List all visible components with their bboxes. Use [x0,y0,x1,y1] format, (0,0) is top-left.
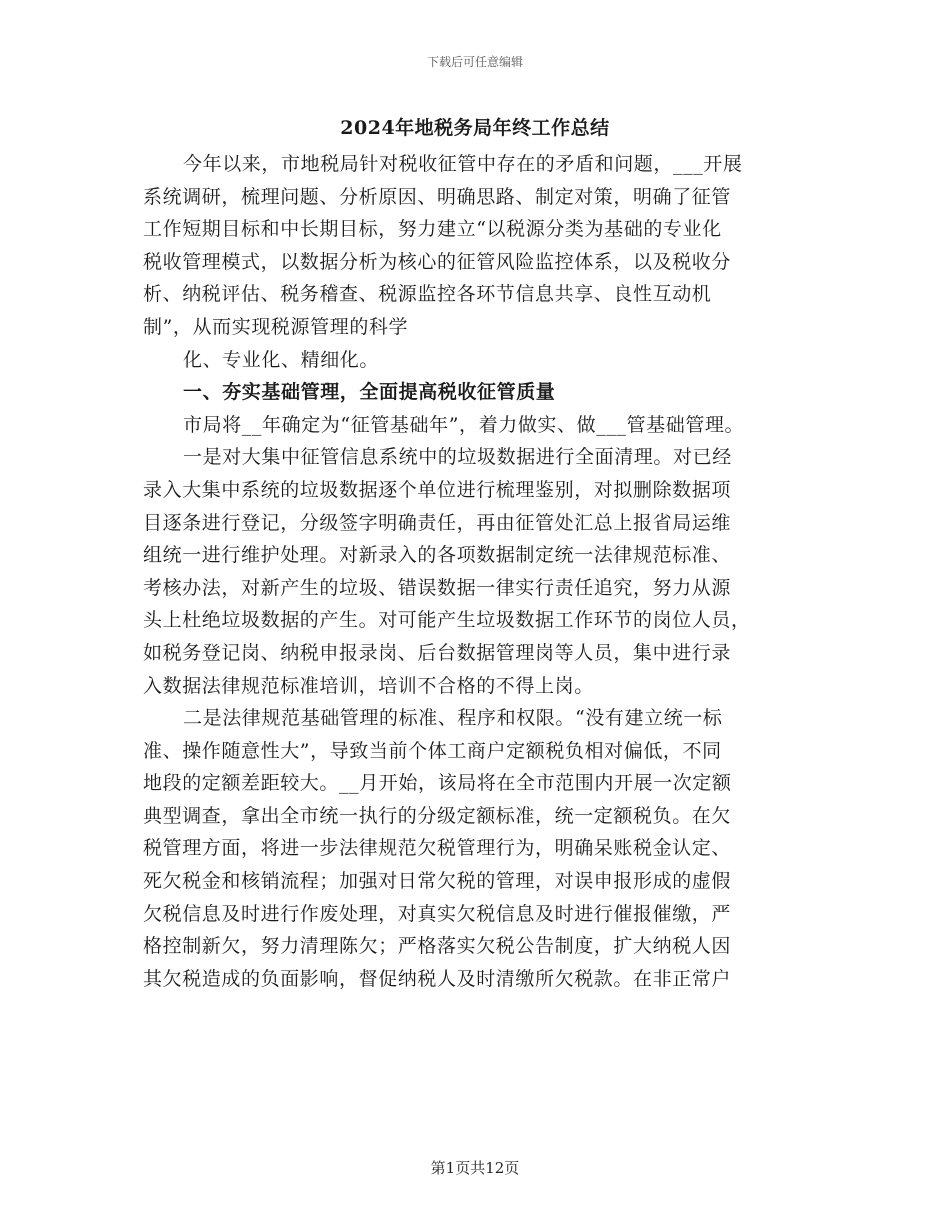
body-line-13: 组统一进行维护处理。对新录入的各项数据制定统一法律规范标准、 [143,544,732,567]
body-line-6: 制”，从而实现税源管理的科学 [143,315,409,338]
body-line-3: 工作短期目标和中长期目标，努力建立“以税源分类为基础的专业化 [143,218,722,241]
body-line-20: 地段的定额差距较大。__月开始，该局将在全市范围内开展一次定额 [143,772,732,795]
body-line-21: 典型调查，拿出全市统一执行的分级定额标准，统一定额税负。在欠 [143,804,732,827]
body-line-24: 欠税信息及时进行作废处理，对真实欠税信息及时进行催报催缴，严 [143,902,732,925]
body-line-26: 其欠税造成的负面影响，督促纳税人及时清缴所欠税款。在非正常户 [143,967,732,990]
section-heading-1: 一、夯实基础管理，全面提高税收征管质量 [183,381,556,404]
document-title: 2024年地税务局年终工作总结 [340,117,610,139]
body-line-25: 格控制新欠，努力清理陈欠；严格落实欠税公告制度，扩大纳税人因 [143,935,732,958]
body-line-9: 市局将__年确定为“征管基础年”，着力做实、做___管基础管理。 [183,413,745,436]
body-line-2: 系统调研，梳理问题、分析原因、明确思路、制定对策，明确了征管 [143,185,732,208]
body-line-23: 死欠税金和核销流程；加强对日常欠税的管理，对误申报形成的虚假 [143,870,732,893]
body-line-16: 如税务登记岗、纳税申报录岗、后台数据管理岗等人员，集中进行录 [143,641,732,664]
page-number-footer: 第1页共12页 [430,1159,520,1177]
body-line-1: 今年以来，市地税局针对税收征管中存在的矛盾和问题，___开展 [183,153,743,175]
body-line-7: 化、专业化、精细化。 [183,348,380,371]
body-line-5: 析、纳税评估、税务稽查、税源监控各环节信息共享、良性互动机 [143,283,712,306]
body-line-19: 准、操作随意性大”，导致当前个体工商户定额税负相对偏低，不同 [143,739,722,762]
body-line-12: 目逐条进行登记，分级签字明确责任，再由征管处汇总上报省局运维 [143,511,732,534]
body-line-14: 考核办法，对新产生的垃圾、错误数据一律实行责任追究，努力从源 [143,576,732,599]
page-header-note: 下载后可任意编辑 [426,55,523,69]
body-line-17: 入数据法律规范标准培训，培训不合格的不得上岗。 [143,674,594,697]
body-line-22: 税管理方面，将进一步法律规范欠税管理行为，明确呆账税金认定、 [143,837,732,860]
body-line-15: 头上杜绝垃圾数据的产生。对可能产生垃圾数据工作环节的岗位人员， [143,609,751,632]
body-line-10: 一是对大集中征管信息系统中的垃圾数据进行全面清理。对已经 [183,446,732,469]
document-body [143,148,823,995]
body-line-18: 二是法律规范基础管理的标准、程序和权限。“没有建立统一标 [183,707,723,730]
body-line-4: 税收管理模式，以数据分析为核心的征管风险监控体系，以及税收分 [143,250,732,273]
body-line-11: 录入大集中系统的垃圾数据逐个单位进行梳理鉴别，对拟删除数据项 [143,478,732,501]
